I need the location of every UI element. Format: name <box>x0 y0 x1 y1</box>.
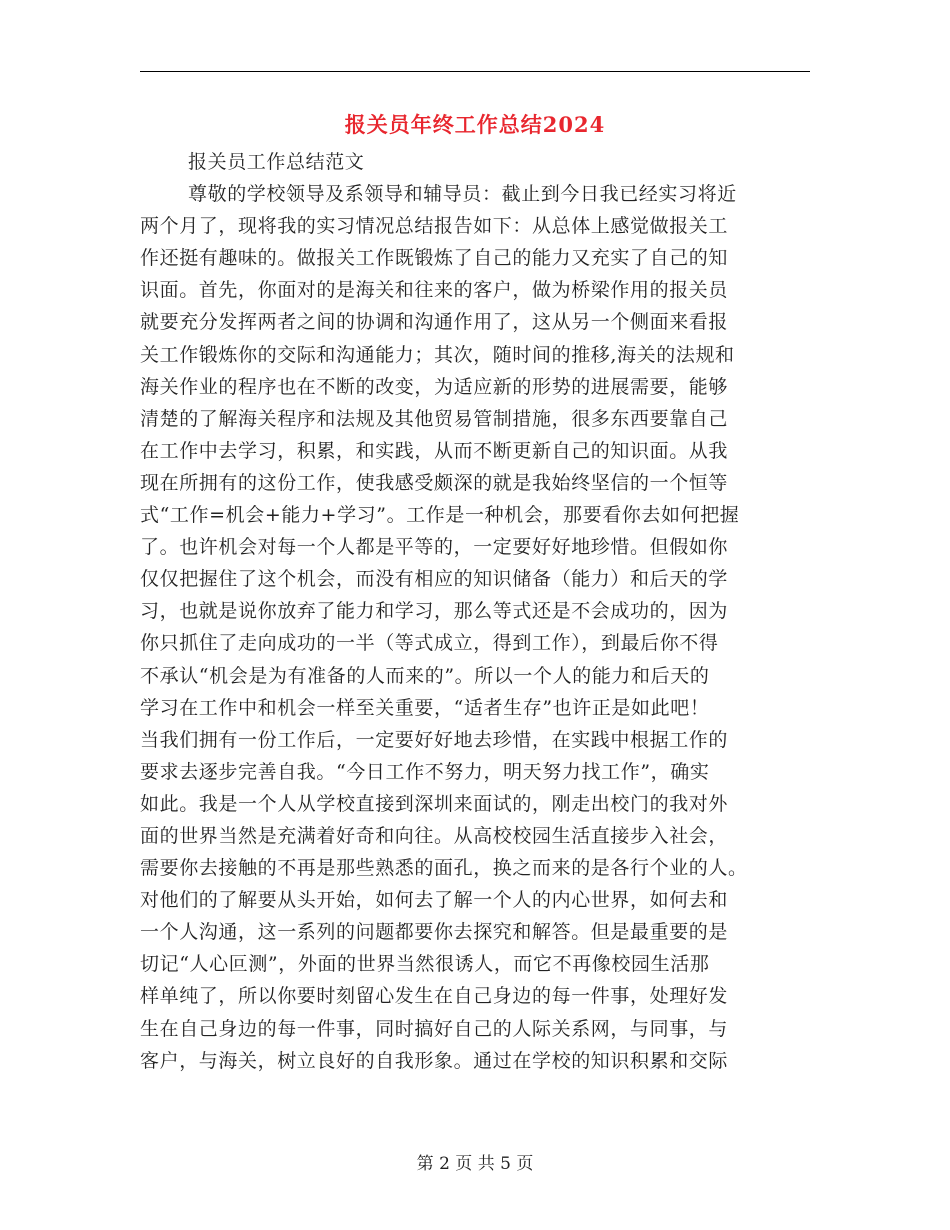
body-line: 不承认“机会是为有准备的人而来的”。所以一个人的能力和后天的 <box>140 664 710 687</box>
body-line: 在工作中去学习，积累，和实践，从而不断更新自己的知识面。从我 <box>140 439 729 462</box>
body-line: 关工作锻炼你的交际和沟通能力；其次，随时间的推移,海关的法规和 <box>140 343 735 366</box>
body-line: 切记“人心叵测”，外面的世界当然很诱人，而它不再像校园生活那 <box>140 953 710 976</box>
body-line: 尊敬的学校领导及系领导和辅导员：截止到今日我已经实习将近 <box>188 183 737 206</box>
body-line: 了。也许机会对每一个人都是平等的，一定要好好地珍惜。但假如你 <box>140 536 729 559</box>
body-line: 学习在工作中和机会一样至关重要，“适者生存”也许正是如此吧！ <box>140 696 710 719</box>
document-body <box>140 146 810 1077</box>
body-line: 习，也就是说你放弃了能力和学习，那么等式还是不会成功的，因为 <box>140 600 729 623</box>
body-line: 一个人沟通，这一系列的问题都要你去探究和解答。但是最重要的是 <box>140 921 729 944</box>
body-line: 客户，与海关，树立良好的自我形象。通过在学校的知识积累和交际 <box>140 1049 729 1072</box>
body-line: 对他们的了解要从头开始，如何去了解一个人的内心世界，如何去和 <box>140 889 729 912</box>
body-line: 清楚的了解海关程序和法规及其他贸易管制措施，很多东西要靠自己 <box>140 407 729 430</box>
body-line: 就要充分发挥两者之间的协调和沟通作用了，这从另一个侧面来看报 <box>140 311 729 334</box>
body-line: 要求去逐步完善自我。“今日工作不努力，明天努力找工作”，确实 <box>140 760 710 783</box>
document-title: 报关员年终工作总结2024 <box>344 112 606 137</box>
body-line: 识面。首先，你面对的是海关和往来的客户，做为桥梁作用的报关员 <box>140 279 729 302</box>
body-line: 生在自己身边的每一件事，同时搞好自己的人际关系网，与同事，与 <box>140 1017 729 1040</box>
body-line: 面的世界当然是充满着好奇和向往。从高校校园生活直接步入社会， <box>140 824 729 847</box>
body-line: 海关作业的程序也在不断的改变，为适应新的形势的进展需要，能够 <box>140 375 729 398</box>
body-line: 如此。我是一个人从学校直接到深圳来面试的，刚走出校门的我对外 <box>140 792 729 815</box>
body-line: 需要你去接触的不再是那些熟悉的面孔，换之而来的是各行个业的人。 <box>140 857 748 880</box>
body-line: 现在所拥有的这份工作，使我感受颇深的就是我始终坚信的一个恒等 <box>140 471 729 494</box>
body-line: 两个月了，现将我的实习情况总结报告如下：从总体上感觉做报关工 <box>140 215 729 238</box>
body-line: 当我们拥有一份工作后，一定要好好地去珍惜，在实践中根据工作的 <box>140 728 729 751</box>
body-line: 样单纯了，所以你要时刻留心发生在自己身边的每一件事，处理好发 <box>140 985 729 1008</box>
document-subtitle: 报关员工作总结范文 <box>188 151 365 173</box>
body-line: 式“工作=机会+能力+学习”。工作是一种机会，那要看你去如何把握 <box>140 504 740 527</box>
body-line: 仅仅把握住了这个机会，而没有相应的知识储备（能力）和后天的学 <box>140 568 729 591</box>
body-line: 作还挺有趣味的。做报关工作既锻炼了自己的能力又充实了自己的知 <box>140 247 729 270</box>
body-line: 你只抓住了走向成功的一半（等式成立，得到工作），到最后你不得 <box>140 632 719 655</box>
page-number-footer: 第 2 页 共 5 页 <box>416 1154 534 1174</box>
header-rule <box>140 71 810 72</box>
